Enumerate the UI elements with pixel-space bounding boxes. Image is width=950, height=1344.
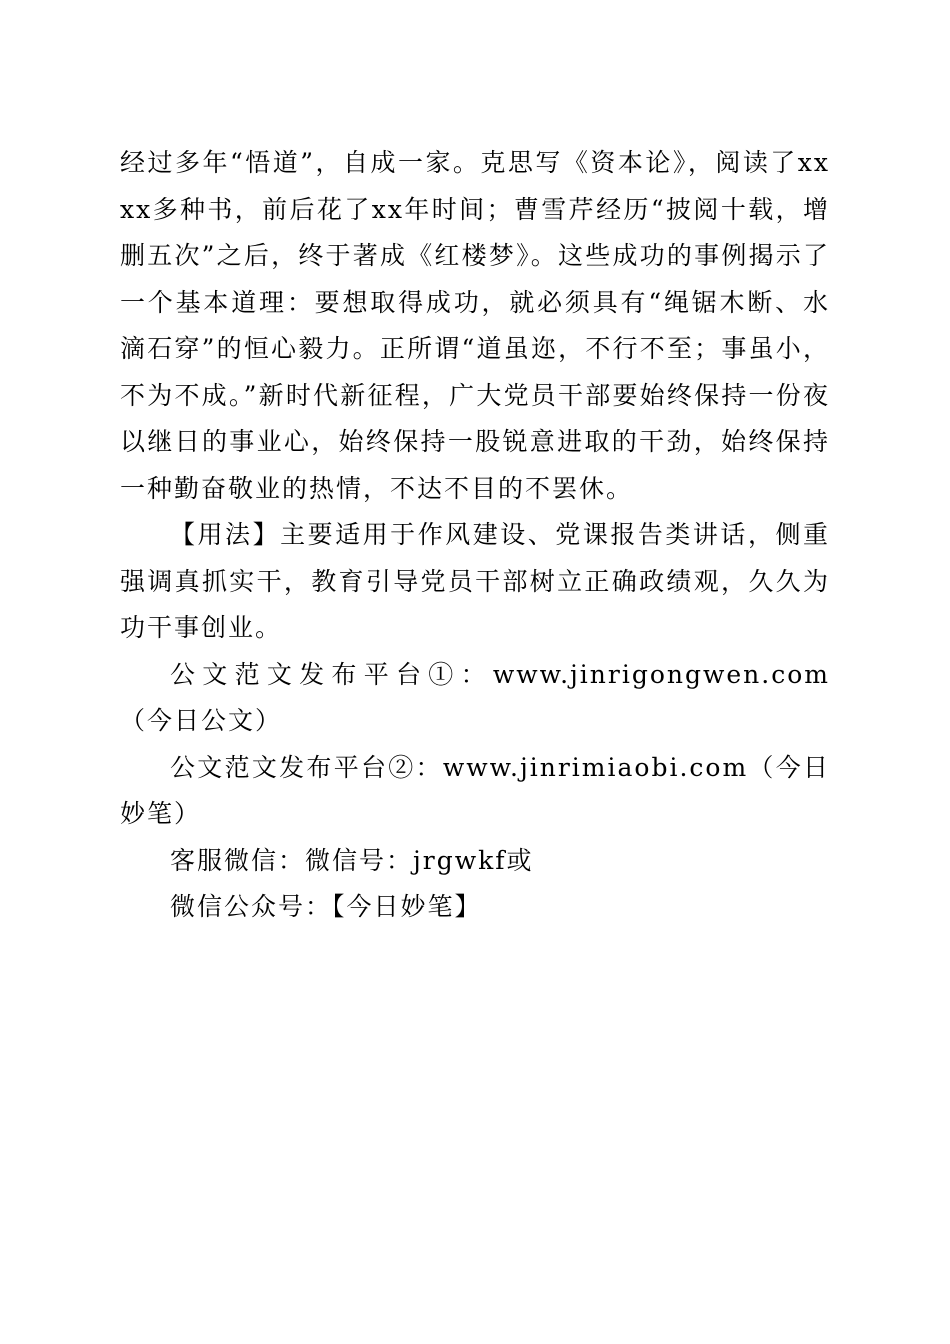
document-body (120, 140, 830, 931)
wechat-account-line: 微信公众号：【今日妙笔】 (170, 892, 482, 921)
customer-service-line: 客服微信：微信号：jrgwkf或 (170, 845, 534, 875)
usage-paragraph: 【用法】主要适用于作风建设、党课报告类讲话，侧重强调真抓实干，教育引导党员干部树立正确政绩观，久久为功干事创业。 (120, 520, 830, 642)
platform-line-2: 公文范文发布平台②：www.jinrimiaobi.com（今日妙笔） (120, 752, 830, 828)
platform-line-1: 公文范文发布平台①：www.jinrigongwen.com（今日公文） (120, 659, 830, 735)
body-paragraph-continued: 经过多年“悟道”，自成一家。克思写《资本论》，阅读了xxxx多种书，前后花了xx年时间；曹雪芹经历“披阅十载，增删五次”之后，终于著成《红楼梦》。这些成功的事例揭示了一个基本道理：要想取得成功，就必须具有“绳锯木断、水滴石穿”的恒心毅力。正所谓“道虽迩，不行不至；事虽小，不为不成。”新时代新征程，广大党员干部要始终保持一份夜以继日的事业心，始终保持一股锐意进取的干劲，始终保持一种勤奋敬业的热情，不达不目的不罢休。 (120, 148, 830, 503)
